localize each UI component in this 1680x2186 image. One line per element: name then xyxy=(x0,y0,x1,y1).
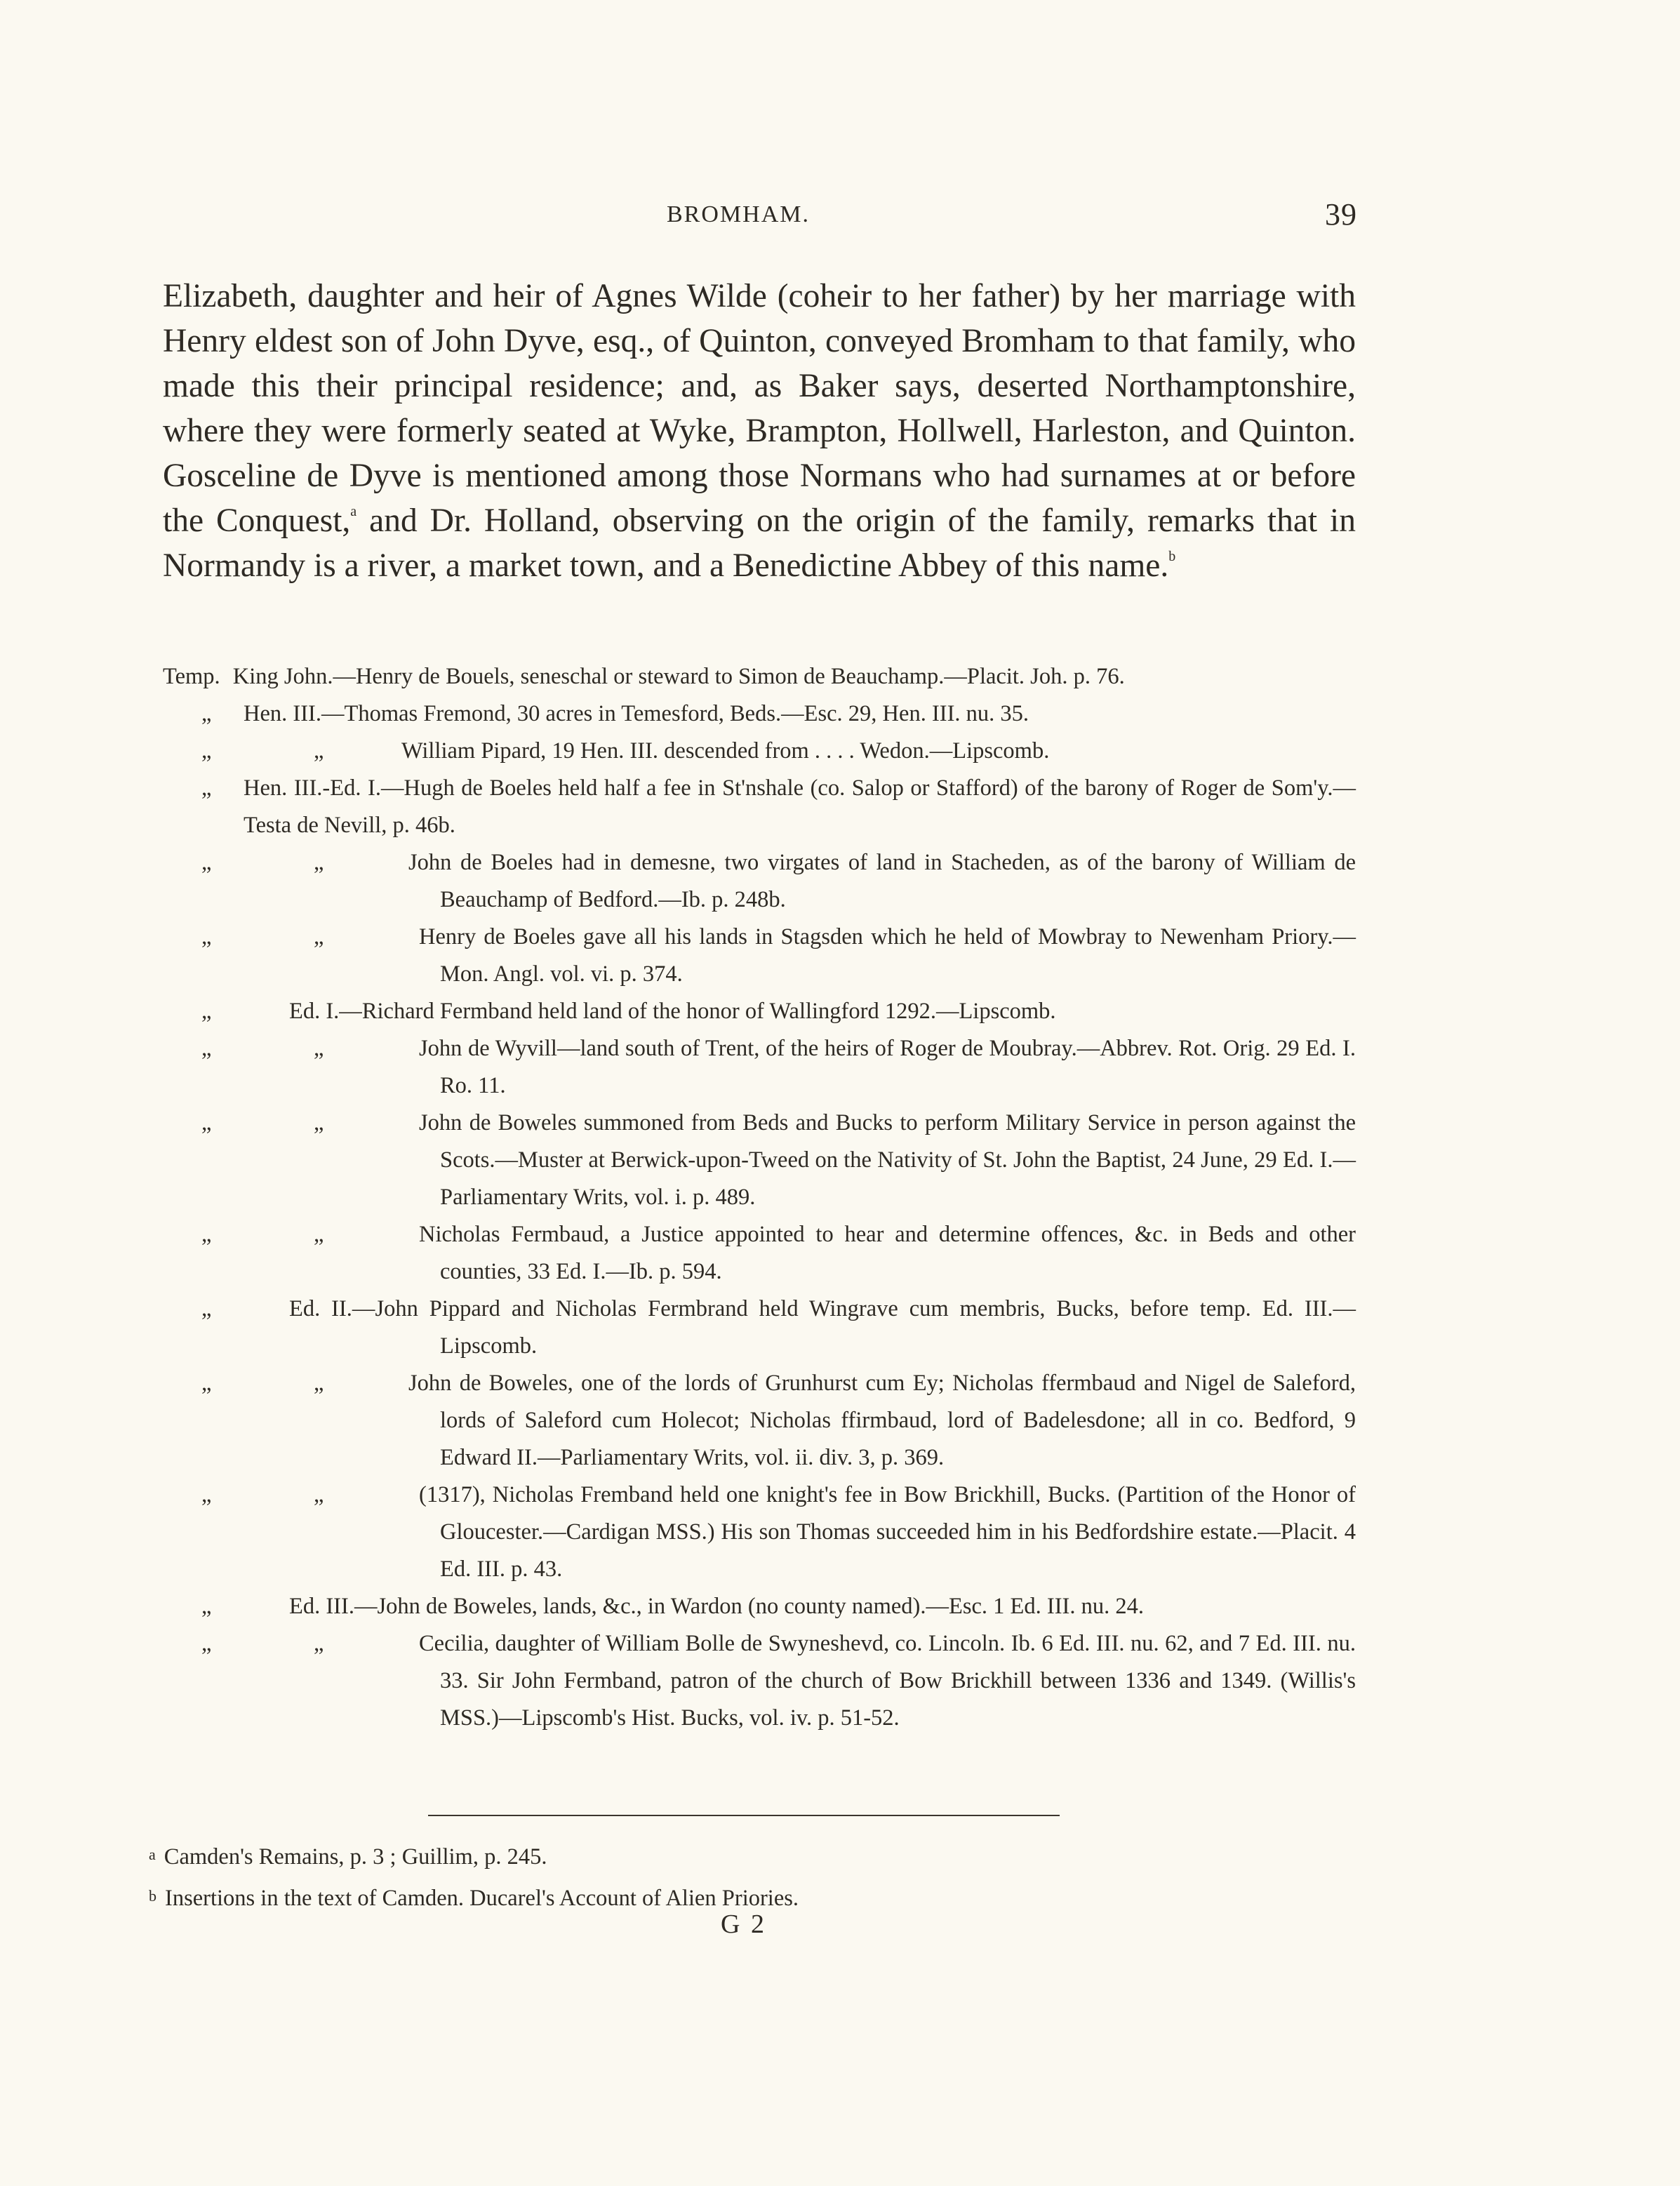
footnote-mark: a xyxy=(149,1846,156,1863)
entry-text: Thomas Fremond, 30 acres in Temesford, Beds.—Esc. 29, Hen. III. nu. 35. xyxy=(344,701,1029,726)
entry-col-2: „ xyxy=(314,1371,324,1396)
entry-col-1: „ xyxy=(201,701,212,726)
entry-text: John de Boweles, lands, &c., in Wardon (no county named).—Esc. 1 Ed. III. nu. 24. xyxy=(377,1594,1144,1619)
entry-col-1: „ xyxy=(201,924,212,949)
entry-col-1: „ xyxy=(201,1594,212,1619)
entry-col-1: „ xyxy=(201,1296,212,1321)
entry-col-1: „ xyxy=(201,1482,212,1507)
entry-text: John Pippard and Nicholas Fermbrand held Wingrave cum membris, Bucks, before temp. Ed. III.— Lipscomb. xyxy=(375,1296,1356,1359)
record-entry xyxy=(163,770,1356,844)
entry-col-1: „ xyxy=(201,1036,212,1061)
entry-col-1: „ xyxy=(201,999,212,1024)
main-paragraph-text-1: Elizabeth, daughter and heir of Agnes Wilde (coheir to her father) by her marriage with Henry eldest son of John Dyve, esq., of Quinton, conveyed Bromham to that family, who made this their principal residence; and, as Baker says, deserted Northamptonshire, where they were formerly seated at Wyke, Brampton, Hollwell, Harleston, and Quinton. Gosceline de Dyve is mentioned among those Normans who had surnames at or before the Conquest, xyxy=(163,278,1356,539)
entry-col-1: „ xyxy=(201,1110,212,1135)
record-entry xyxy=(163,993,1356,1030)
entry-col-2: „ xyxy=(314,738,324,764)
entry-col-1: „ xyxy=(201,850,212,875)
entry-col-1: „ xyxy=(201,1222,212,1247)
footnote-a xyxy=(149,1835,1342,1877)
footnote-divider xyxy=(428,1815,1060,1816)
entry-col-2: „ xyxy=(314,1110,324,1135)
record-entry xyxy=(163,1105,1356,1216)
entry-text: Henry de Boeles gave all his lands in Stagsden which he held of Mowbray to Newenham Priory.—Mon. Angl. vol. vi. p. 374. xyxy=(419,924,1356,987)
footnote-text: Insertions in the text of Camden. Ducarel's Account of Alien Priories. xyxy=(165,1886,799,1911)
entry-col-2: „ xyxy=(314,1482,324,1507)
entry-col-2: „ xyxy=(314,1036,324,1061)
entry-text: Hugh de Boeles held half a fee in St'nshale (co. Salop or Stafford) of the barony of Roger de Som'y.—Testa de Nevill, p. 46b. xyxy=(244,775,1356,838)
entry-col-2: Hen. III.— xyxy=(244,701,345,726)
record-entry xyxy=(163,1625,1356,1737)
entry-col-2: Ed. I.— xyxy=(289,999,362,1024)
entry-col-1: „ xyxy=(201,1371,212,1396)
entry-col-1: „ xyxy=(201,738,212,764)
entry-col-2: „ xyxy=(314,1222,324,1247)
entry-col-1: „ xyxy=(201,1631,212,1656)
record-entry xyxy=(163,1588,1356,1625)
record-entry xyxy=(163,844,1356,919)
entry-text: (1317), Nicholas Fremband held one knight's fee in Bow Brickhill, Bucks. (Partition of the Honor of Gloucester.—Cardigan MSS.) His son Thomas succeeded him in his Bedfordshire estate.—Placit. 4 Ed. III. p. 43. xyxy=(419,1482,1356,1582)
entry-col-2: „ xyxy=(314,850,324,875)
record-entry xyxy=(163,695,1356,733)
entry-text: John de Boeles had in demesne, two virgates of land in Stacheden, as of the barony of William de Beauchamp of Bedford.—Ib. p. 248b. xyxy=(408,850,1356,912)
entry-col-1: Temp. xyxy=(163,664,220,689)
record-entry xyxy=(163,1477,1356,1588)
entry-col-1: „ xyxy=(201,775,212,801)
entry-text: John de Wyvill—land south of Trent, of the heirs of Roger de Moubray.—Abbrev. Rot. Orig. 29 Ed. I. Ro. 11. xyxy=(419,1036,1356,1098)
footnote-mark: b xyxy=(149,1887,156,1905)
entry-col-2: „ xyxy=(314,1631,324,1656)
page-number: 39 xyxy=(1325,197,1357,232)
record-list xyxy=(163,658,1356,1737)
footnotes xyxy=(149,1835,1342,1918)
entry-col-2: Ed. II.— xyxy=(289,1296,375,1321)
running-title: BROMHAM. xyxy=(667,201,810,227)
entry-col-2: King John.— xyxy=(232,664,356,689)
record-entry xyxy=(163,1030,1356,1105)
entry-text: Cecilia, daughter of William Bolle de Swyneshevd, co. Lincoln. Ib. 6 Ed. III. nu. 62, and 7 Ed. III. nu. 33. Sir John Fermband, patron of the church of Bow Brickhill between 1336 and 1349. (Willis's MSS.)—Lipscomb's Hist. Bucks, vol. iv. p. 51-52. xyxy=(419,1631,1356,1731)
entry-text: Richard Fermband held land of the honor of Wallingford 1292.—Lipscomb. xyxy=(361,999,1056,1024)
main-paragraph-text-2: and Dr. Holland, observing on the origin of the family, remarks that in Normandy is a river, a market town, and a Benedictine Abbey of this name. xyxy=(163,502,1356,584)
record-entry xyxy=(163,733,1356,770)
record-entry xyxy=(163,1365,1356,1477)
record-entry xyxy=(163,1216,1356,1291)
record-entry xyxy=(163,658,1356,695)
footnote-ref-a: a xyxy=(350,504,357,519)
record-entry xyxy=(163,1291,1356,1365)
footnote-text: Camden's Remains, p. 3 ; Guillim, p. 245. xyxy=(164,1844,547,1870)
record-entry xyxy=(163,919,1356,993)
entry-text: Henry de Bouels, seneschal or steward to Simon de Beauchamp.—Placit. Joh. p. 76. xyxy=(355,664,1125,689)
entry-text: John de Boweles summoned from Beds and Bucks to perform Military Service in person against the Scots.—Muster at Berwick-upon-Tweed on the Nativity of St. John the Baptist, 24 June, 29 Ed. I.—Parliamentary Writs, vol. i. p. 489. xyxy=(419,1110,1356,1210)
entry-col-2: Hen. III.-Ed. I.— xyxy=(244,775,404,801)
entry-text: John de Boweles, one of the lords of Grunhurst cum Ey; Nicholas ffermbaud and Nigel de Saleford, lords of Saleford cum Holecot; Nicholas ffirmbaud, lord of Badelesdone; all in co. Bedford, 9 Edward II.—Parliamentary Writs, vol. ii. div. 3, p. 369. xyxy=(408,1371,1356,1470)
footnote-ref-b: b xyxy=(1168,549,1176,564)
main-paragraph xyxy=(163,274,1356,588)
entry-text: Nicholas Fermbaud, a Justice appointed to hear and determine offences, &c. in Beds and other counties, 33 Ed. I.—Ib. p. 594. xyxy=(419,1222,1356,1284)
entry-col-2: „ xyxy=(314,924,324,949)
signature-mark: G 2 xyxy=(721,1910,766,1939)
entry-col-2: Ed. III.— xyxy=(289,1594,378,1619)
entry-text: William Pipard, 19 Hen. III. descended from . . . . Wedon.—Lipscomb. xyxy=(401,738,1050,764)
